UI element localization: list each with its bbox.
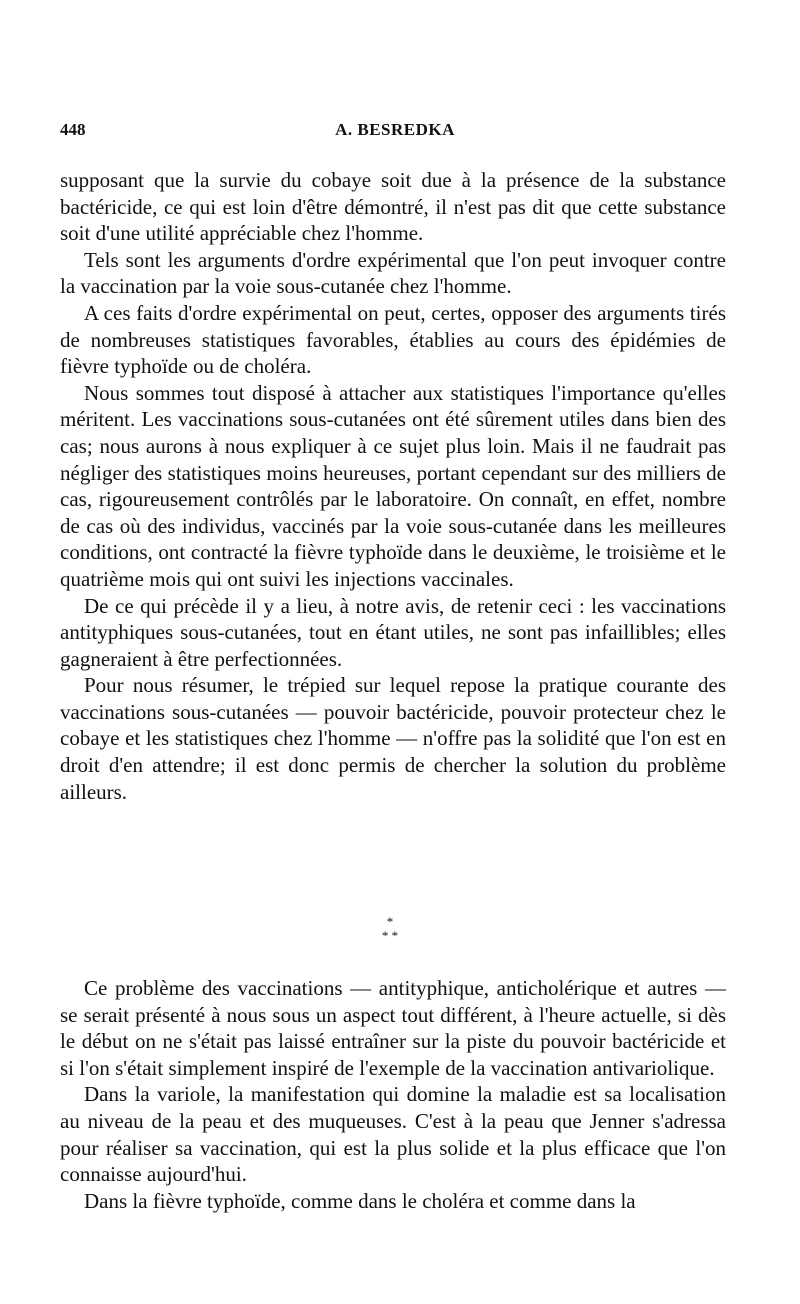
section-separator	[370, 915, 410, 955]
paragraph: A ces faits d'ordre expérimental on peut, certes, opposer des arguments tirés de nombreuses statistiques favorables, établies au cours des épidémies de fièvre typhoïde ou de choléra.	[60, 300, 726, 379]
page-number: 448	[60, 120, 86, 139]
paragraph: supposant que la survie du cobaye soit due à la présence de la substance bactéricide, ce qui est loin d'être démontré, il n'est pas dit que cette substance soit d'une utilité appréciable chez l'homme.	[60, 168, 726, 246]
text-section-1	[60, 167, 726, 805]
paragraph: Pour nous résumer, le trépied sur lequel repose la pratique courante des vaccinations sous-cutanées — pouvoir bactéricide, pouvoir protecteur chez le cobaye et les statistiques chez l'homme — n'offre pas la solidité que l'on est en droit d'en attendre; il est donc permis de chercher la solution du problème ailleurs.	[60, 673, 726, 804]
paragraph: Nous sommes tout disposé à attacher aux statistiques l'importance qu'elles méritent. Les vaccinations sous-cutanées ont été sûrement utiles dans bien des cas; nous aurons à nous expliquer à ce sujet plus loin. Mais il ne faudrait pas négliger des statistiques moins heureuses, portant cependant sur des milliers de cas, rigoureusement contrôlés par le laboratoire. On connaît, en effet, nombre de cas où des individus, vaccinés par la voie sous-cutanée dans les meilleures conditions, ont contracté la fièvre typhoïde dans le deuxième, le troisième et le quatrième mois qui ont suivi les injections vaccinales.	[60, 380, 726, 591]
asterism-bottom: * *	[381, 928, 399, 943]
asterism-top: *	[386, 914, 394, 929]
paragraph: Dans la fièvre typhoïde, comme dans le choléra et comme dans la	[84, 1188, 636, 1213]
paragraph: Tels sont les arguments d'ordre expérimental que l'on peut invoquer contre la vaccination par la voie sous-cutanée chez l'homme.	[60, 247, 726, 299]
paragraph: Dans la variole, la manifestation qui domine la maladie est sa localisation au niveau de la peau et des muqueuses. C'est à la peau que Jenner s'adressa pour réaliser sa vaccination, qui est la plus solide et la plus efficace que l'on connaisse aujourd'hui.	[60, 1082, 726, 1187]
paragraph: Ce problème des vaccinations — antityphique, anticholérique et autres — se serait présenté à nous sous un aspect tout différent, à l'heure actuelle, si dès le début on ne s'était pas laissé entraîner sur la piste du pouvoir bactéricide et si l'on s'était simplement inspiré de l'exemple de la vaccination antivariolique.	[60, 976, 726, 1080]
running-title: A. BESREDKA	[335, 120, 455, 139]
page-header	[60, 120, 730, 144]
text-section-2	[60, 975, 726, 1214]
paragraph: De ce qui précède il y a lieu, à notre avis, de retenir ceci : les vaccinations antityphiques sous-cutanées, tout en étant utiles, ne sont pas infaillibles; elles gagneraient à être perfectionnées.	[60, 593, 726, 671]
